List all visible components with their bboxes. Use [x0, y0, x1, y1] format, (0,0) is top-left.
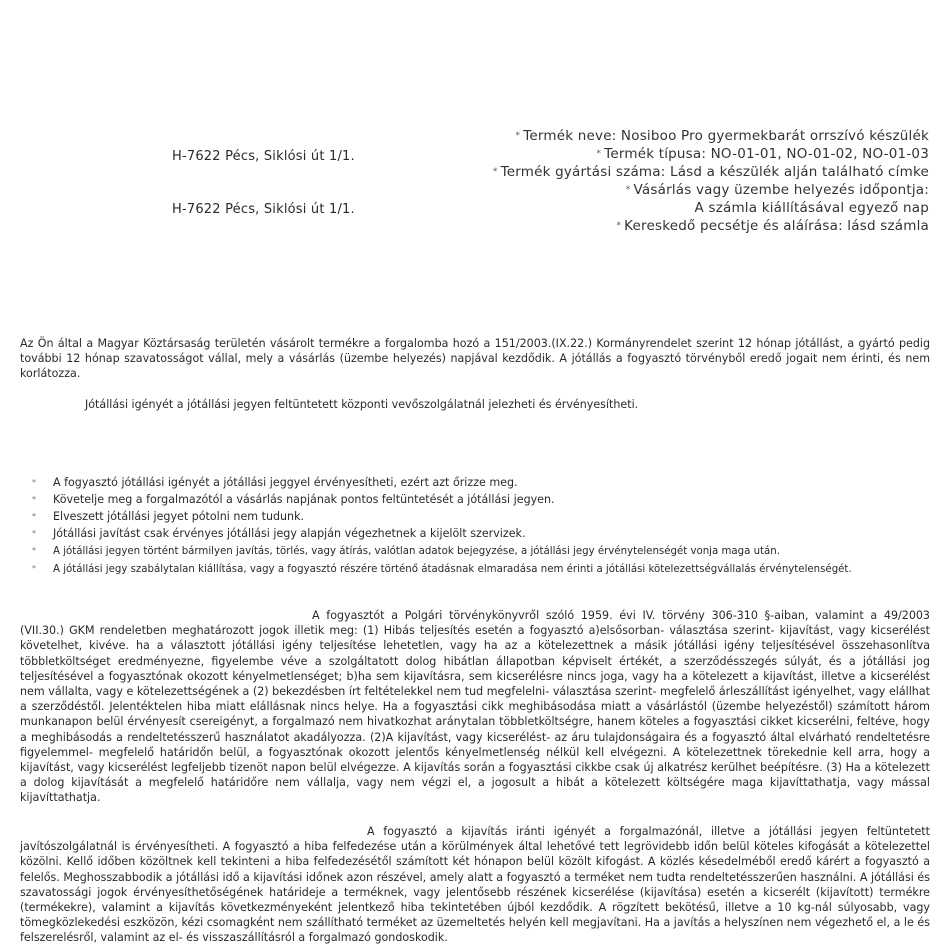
list-item: * A fogyasztó jótállási igényét a jótállási jeggyel érvényesítheti, ezért azt őrizze meg.	[32, 476, 518, 489]
spec-purchase-date-value: A számla kiállításával egyező nap	[694, 200, 929, 216]
spec-purchase-date: * Vásárlás vagy üzembe helyezés időpontja:	[625, 182, 929, 198]
list-item: * A jótállási jegy szabálytalan kiállítása, vagy a fogyasztó részére történő átadásnak elmaradása nem érinti a jótállási kötelezettségvállalás érvénytelenségét.	[32, 560, 852, 578]
list-item: * Elveszett jótállási jegyet pótolni nem tudunk.	[32, 510, 305, 523]
repair-paragraph: A fogyasztó a kijavítás iránti igényét a forgalmazónál, illetve a jótállási jegyen feltüntetett javítószolgálatnál is érvényesítheti. A fogyasztó a hiba felfedezése után a körülmények által lehetővé tett legrövidebb időn belül köteles kifogását a kötelezettel közölni. Kellő időben közöltnek kell tekinteni a hiba felfedezésétől számított két hónapon belül közölt kifogást. A közlés késedelméből eredő kárért a fogyasztó a felelős. Meghosszabbodik a jótállási idő a kijavítási időnek azon részével, amely alatt a fogyasztó a terméket nem tudta rendeltetésszerűen használni. A jótállási és szavatossági jogok érvényesíthetőségének határideje a terméknek, vagy jelentősebb részének kicserélése (kijavítása) esetén a kicserélt (kijavított) termékre (termékekre), valamint a kijavítás következményeként jelentkező hiba tekintetében újból kezdődik. A rögzített bekötésű, illetve a 10 kg-nál súlyosabb, vagy tömegközlekedési eszközön, kézi csomagként nem szállítható terméket az üzemeltetés helyén kell megjavítani. Ha a javítás a helyszínen nem végezhető el, a le és felszerelésről, valamint az el- és visszaszállításról a forgalmazó gondoskodik.	[20, 825, 930, 945]
spec-seller-stamp: * Kereskedő pecsétje és aláírása: lásd számla	[616, 218, 929, 234]
intro-paragraph: Az Ön által a Magyar Köztársaság területén vásárolt termékre a forgalomba hozó a 151/2003.(IX.22.) Kormányrendelet szerint 12 hónap jótállást, a gyártó pedig további 12 hónap szavatosságot vállal, mely a vásárlás (üzembe helyezés) napjával kezdődik. A jótállás a fogyasztó törvényből eredő jogait nem érinti, és nem korlátozza.	[20, 337, 930, 381]
product-spec-block	[493, 127, 929, 235]
list-item: * Jótállási javítást csak érvényes jótállási jegy alapján végezhetnek a kijelölt szervizek.	[32, 527, 526, 540]
claim-note: Jótállási igényét a jótállási jegyen feltüntetett központi vevőszolgálatnál jelezheti és érvényesítheti.	[85, 398, 639, 411]
list-item: * Követelje meg a forgalmazótól a vásárlás napjának pontos feltüntetését a jótállási jegyen.	[32, 493, 555, 506]
asterisk-icon: *	[515, 131, 521, 141]
asterisk-icon: *	[492, 167, 498, 177]
asterisk-icon: *	[32, 546, 36, 555]
asterisk-icon: *	[32, 529, 36, 538]
spec-product-type: * Termék típusa: NO-01-01, NO-01-02, NO-01-03	[596, 146, 929, 162]
asterisk-icon: *	[625, 185, 631, 195]
asterisk-icon: *	[32, 495, 36, 504]
asterisk-icon: *	[596, 149, 602, 159]
spec-serial-number: * Termék gyártási száma: Lásd a készülék alján található címke	[492, 164, 929, 180]
address-line-1: H-7622 Pécs, Siklósi út 1/1.	[172, 149, 355, 164]
list-item: * A jótállási jegyen történt bármilyen javítás, törlés, vagy átírás, valótlan adatok bejegyzése, a jótállási jegy érvénytelenségét vonja maga után.	[32, 542, 852, 560]
rights-paragraph: A fogyasztót a Polgári törvénykönyvről szóló 1959. évi IV. törvény 306-310 §-aiban, valamint a 49/2003 (VII.30.) GKM rendeletben meghatározott jogok illetik meg: (1) Hibás teljesítés esetén a fogyasztó a)elsősorban- választása szerint- kijavítást, vagy kicserélést követelhet, kivéve. ha a választott jótállási igény teljesítése lehetetlen, vagy ha az a kötelezettnek a másik jótállási igény teljesítésével összehasonlítva többletköltséget eredményezne, figyelembe véve a szolgáltatott dolog hibátlan állapotban képviselt értékét, a szerződésszegés súlyát, és a jótállási jog teljesítésével a fogyasztónak okozott kényelmetlenséget; b)ha sem kijavításra, sem kicserélésre nincs joga, vagy ha a kötelezett a kijavítást, illetve a kicserélést nem vállalta, vagy e kötelezettségének a (2) bekezdésben írt feltételekkel nem tud megfelelni- választása szerint- megfelelő árleszállítást igényelhet, vagy elállhat a szerződéstől. Jelentéktelen hiba miatt elállásnak nincs helye. Ha a fogyasztási cikk meghibásodása miatt a vásárlástól (üzembe helyezéstől) számított három munkanapon belül érvényesít csereigényt, a forgalmazó nem hivatkozhat aránytalan többletköltségre, hanem köteles a fogyasztási cikket kicserélni, feltéve, hogy a meghibásodás a rendeltetésszerű használatot akadályozza. (2)A kijavítást, vagy kicserélést- az áru tulajdonságaira és a fogyasztó által elvárható rendeltetésre figyelemmel- megfelelő határidőn belül, a fogyasztónak okozott jelentős kényelmetlenség nélkül kell elvégezni. A kötelezettnek törekednie kell arra, hogy a kijavítást, vagy kicserélést legfeljebb tizenöt napon belül elvégezze. A kijavítás során a fogyasztási cikkbe csak új alkatrész kerülhet beépítésre. (3) Ha a kötelezett a dolog kijavítását a megfelelő határidőre nem vállalja, vagy nem végzi el, a jogosult a hibát a kötelezett költségére maga kijavíttathatja, vagy mással kijavíttathatja.	[20, 609, 930, 805]
asterisk-icon: *	[32, 564, 36, 573]
asterisk-icon: *	[616, 221, 622, 231]
asterisk-icon: *	[32, 478, 36, 487]
address-line-2: H-7622 Pécs, Siklósi út 1/1.	[172, 202, 355, 217]
spec-product-name: * Termék neve: Nosiboo Pro gyermekbarát orrszívó készülék	[515, 128, 929, 144]
asterisk-icon: *	[32, 512, 36, 521]
warranty-bullet-list	[32, 474, 852, 578]
